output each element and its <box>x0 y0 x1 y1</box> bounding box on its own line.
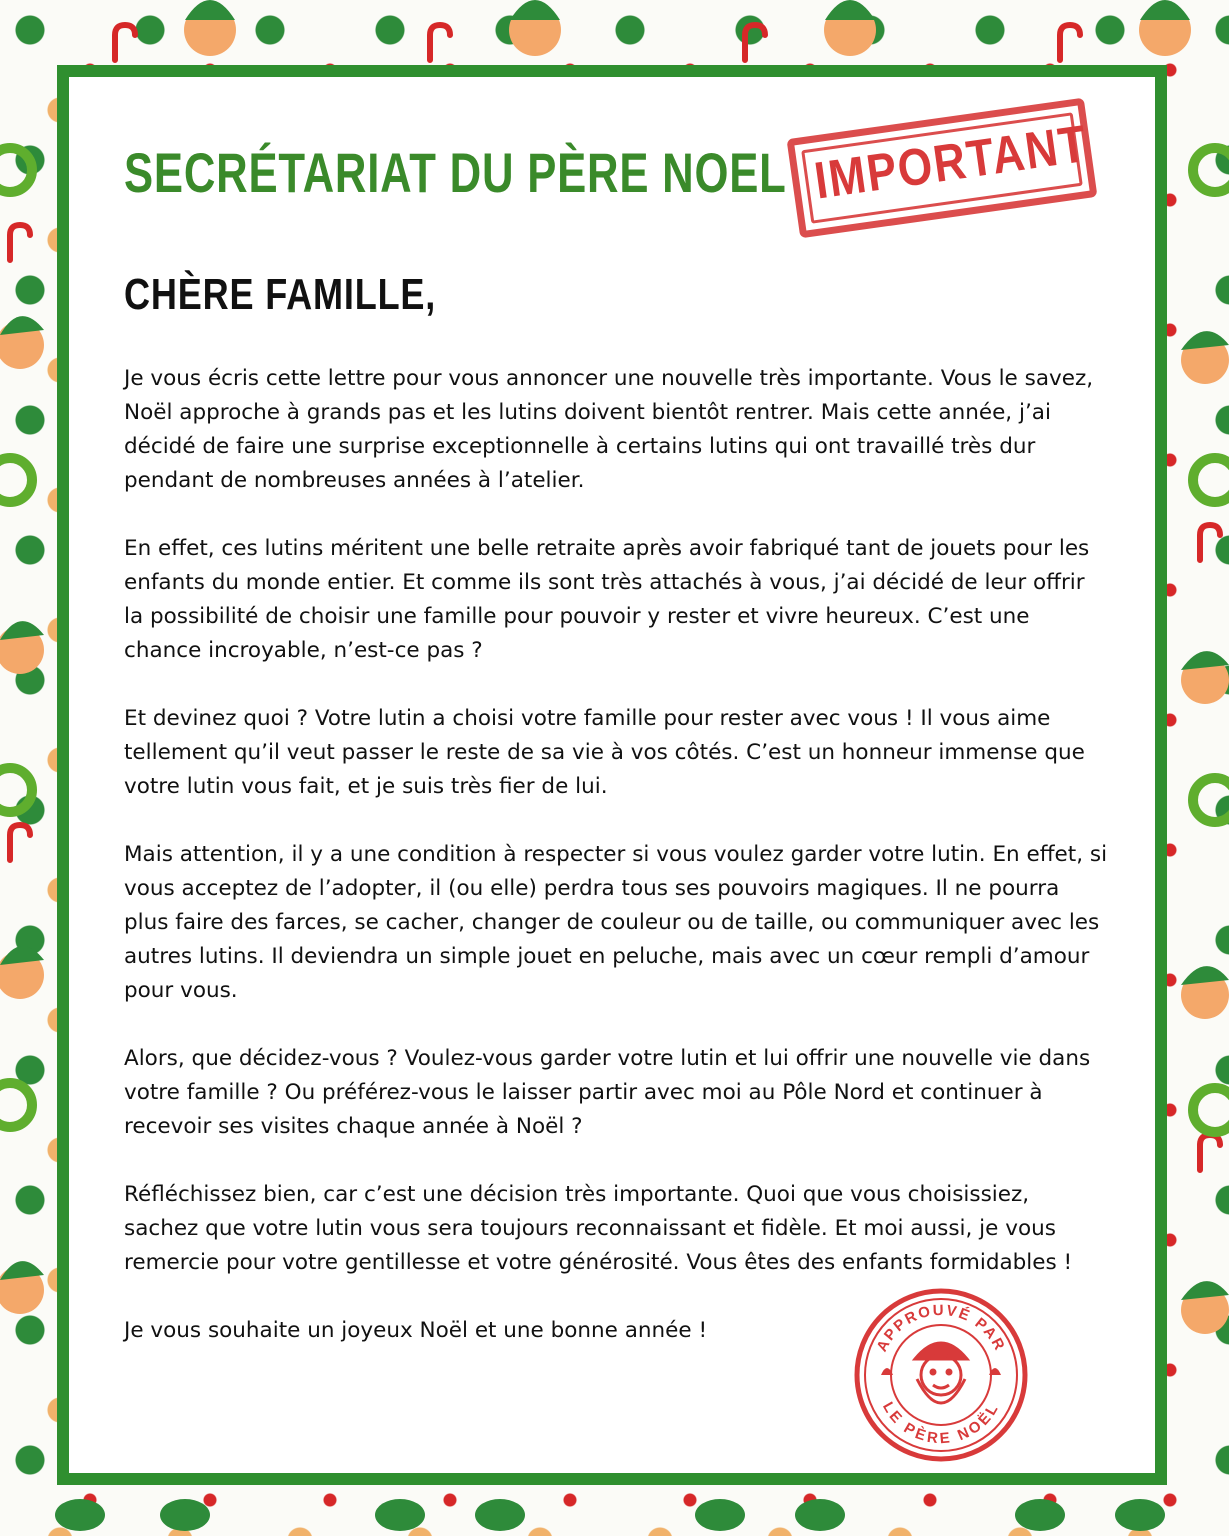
seal-bottom-text: LE PÈRE NOËL <box>879 1399 1003 1448</box>
letter-header: SECRÉTARIAT DU PÈRE NOEL <box>124 141 787 204</box>
elf-feet-icon <box>55 1499 1165 1531</box>
letter-greeting: CHÈRE FAMILLE, <box>124 270 437 319</box>
paragraph: Et devinez quoi ? Votre lutin a choisi votre famille pour rester avec vous ! Il vous aime tellement qu’il veut passer le reste de sa vie à vos côtés. C’est un honneur immense que votre lutin vous fait, et je suis très fier de lui. <box>124 706 1085 799</box>
stamp-label: IMPORTANT <box>811 114 1092 211</box>
paragraph: Mais attention, il y a une condition à respecter si vous voulez garder votre lutin. En effet, si vous acceptez de l’adopter, il (ou elle) perdra tous ses pouvoirs magiques. Il ne pourra plus faire des farces, se cacher, changer de couleur ou de taille, ou communiquer avec les autres lutins. Il deviendra un simple jouet en peluche, mais avec un cœur rempli d’amour pour vous. <box>124 842 1108 1003</box>
santa-face-icon <box>915 1343 967 1403</box>
paragraph: Je vous souhaite un joyeux Noël et une bonne année ! <box>124 1318 708 1343</box>
paragraph: En effet, ces lutins méritent une belle retraite après avoir fabriqué tant de jouets pour les enfants du monde entier. Et comme ils sont très attachés à vous, j’ai décidé de leur offrir la possibilité de choisir une famille pour pouvoir y rester et vivre heureux. C’est une chance incroyable, n’est-ce pas ? <box>124 536 1090 663</box>
bells-icon <box>881 1368 1001 1375</box>
approval-seal <box>853 1287 1029 1463</box>
letter-body <box>124 362 1109 1382</box>
seal-top-text: APPROUVÉ PAR <box>873 1301 1009 1355</box>
paragraph: Réfléchissez bien, car c’est une décision très importante. Quoi que vous choisissiez, sachez que votre lutin vous sera toujours reconnaissant et fidèle. Et moi aussi, je vous remercie pour votre gentillesse et votre générosité. Vous êtes des enfants formidables ! <box>124 1182 1073 1275</box>
svg-text:LE PÈRE NOËL <box>879 1399 1003 1447</box>
paragraph: Je vous écris cette lettre pour vous annoncer une nouvelle très importante. Vous le savez, Noël approche à grands pas et les lutins doivent bientôt rentrer. Mais cette année, j’ai décidé de faire une surprise exceptionnelle à certains lutins qui ont travaillé très dur pendant de nombreuses années à l’atelier. <box>124 366 1094 493</box>
paragraph: Alors, que décidez-vous ? Voulez-vous garder votre lutin et lui offrir une nouvelle vie dans votre famille ? Ou préférez-vous le laisser partir avec moi au Pôle Nord et continuer à recevoir ses visites chaque année à Noël ? <box>124 1046 1091 1139</box>
